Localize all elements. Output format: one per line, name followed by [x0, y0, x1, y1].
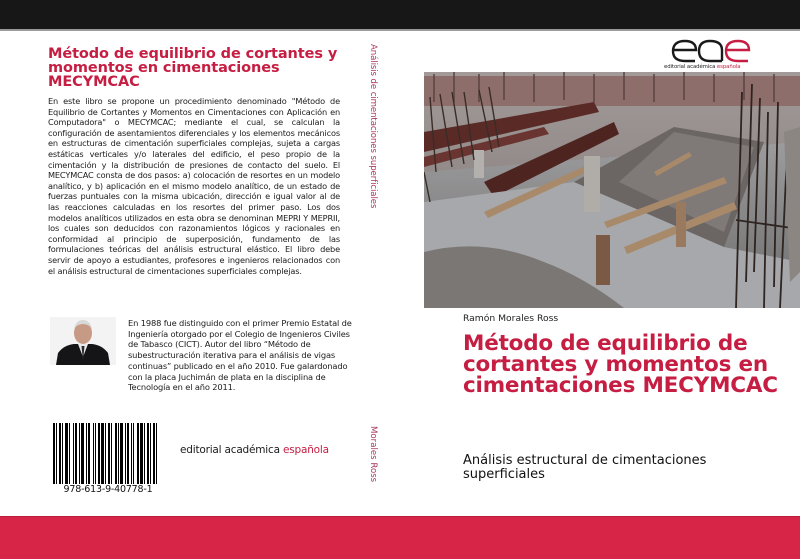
- front-cover-subtitle: Análisis estructural de cimentaciones superficiales: [463, 453, 707, 482]
- bottom-bar: [0, 517, 800, 559]
- isbn-barcode: [53, 423, 161, 484]
- spine-author: Morales Ross: [368, 426, 378, 483]
- author-bio: En 1988 fue distinguido con el primer Premio Estatal de Ingeniería otorgado por el Colegio de Ingenieros Civiles de Tabasco (CICT). Autor del libro “Método de subestructuración iterativa para el análisis de vigas continuas” publicado en el año 2010. Fue galardonado con la placa Juchimán de plata en la disciplina de Tecnología en el año 2011.: [128, 318, 352, 393]
- spine-subtitle: Análisis de cimentaciones superficiales: [368, 44, 378, 209]
- front-cover-author: Ramón Morales Ross: [463, 313, 559, 324]
- top-bar-edge: [0, 29, 800, 31]
- author-photo: [50, 317, 116, 365]
- publisher-name-part2: española: [282, 444, 329, 456]
- top-bar: [0, 0, 800, 29]
- logo-text-part2: española: [716, 64, 741, 70]
- back-cover-title: Método de equilibrio de cortantes y momentos en cimentaciones MECYMCAC: [48, 46, 338, 90]
- publisher-name-back: [180, 444, 329, 456]
- isbn-number: 978-613-9-40778-1: [63, 484, 153, 495]
- publisher-name-part1: editorial académica: [180, 444, 283, 456]
- front-cover-title: Método de equilibrio de cortantes y momentos en cimentaciones MECYMCAC: [463, 331, 778, 398]
- logo-text-part1: editorial académica: [664, 64, 717, 70]
- logo-text: [664, 64, 741, 70]
- cover-photo-construction-site: [424, 72, 800, 308]
- back-cover-blurb: En este libro se propone un procedimiento denominado "Método de Equilibrio de Cortantes y Momentos en Cimentaciones con Aplicación en Computadora" o MECYMCAC; mediante el cual, se calculan la configuración de asentamientos diferenciales y los elementos mecánicos en estructuras de cimentación superficiales complejas, sujeta a cargas estáticas verticales y/o laterales del edificio, el peso propio de la cimentación y la distribución de presiones de contacto del suelo. El MECYMCAC consta de dos pasos: a) colocación de resortes en un modelo analítico, y b) aplicación en el mismo modelo analítico, de un estado de fuerzas puntuales con la misma ubicación, dirección e igual valor al de las reacciones calculadas en los resortes del primer paso. Los dos modelos analíticos utilizados en esta obra se denominan MEPRI Y MEPRII, los cuales son deducidos con razonamientos lógicos y racionales en conformidad al principio de superposición, fundamento de las formulaciones teóricas del análisis estructural elástico. El libro debe servir de apoyo a estudiantes, profesores e ingenieros relacionados con el análisis estructural de cimentaciones superficiales complejas.: [48, 96, 340, 276]
